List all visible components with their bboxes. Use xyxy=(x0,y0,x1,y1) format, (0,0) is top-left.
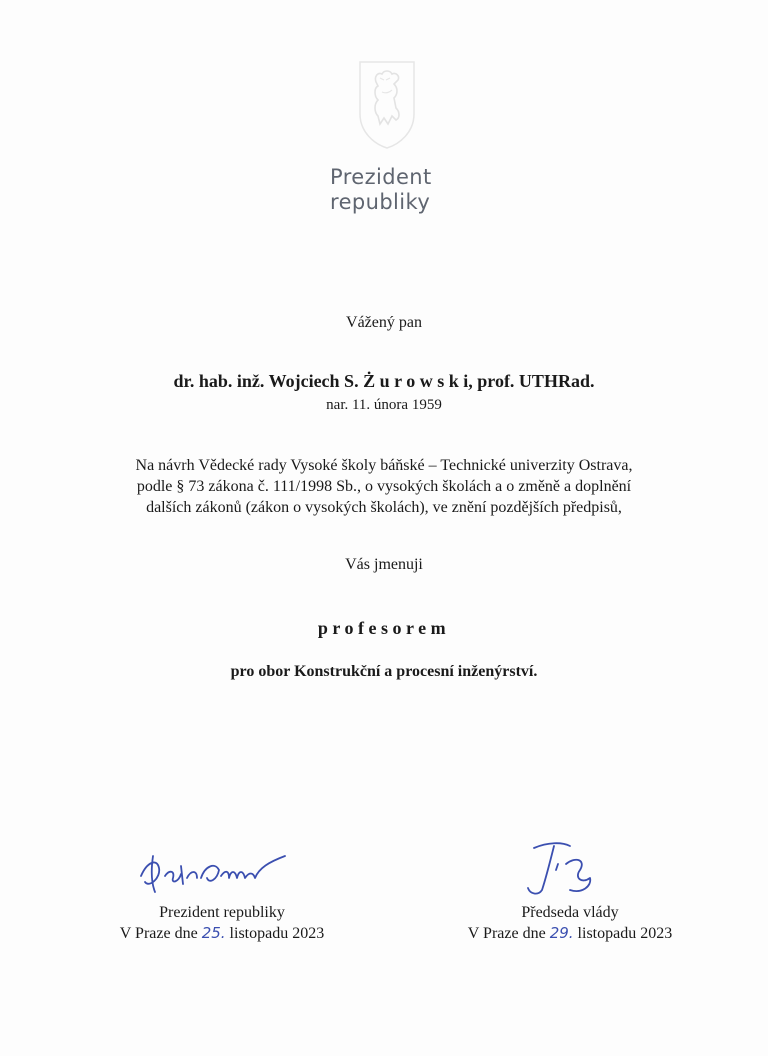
recipient-name: dr. hab. inž. Wojciech S. Ż u r o w s k i, prof. UTHRad. xyxy=(173,371,595,391)
date-prefix: V Praze dne xyxy=(467,925,550,942)
institution-line-1: Prezident xyxy=(330,165,432,189)
president-role: Prezident republiky xyxy=(159,904,285,921)
birth-date: nar. 11. února 1959 xyxy=(326,397,442,413)
field-of-study: pro obor Konstrukční a procesní inženýrství. xyxy=(230,663,538,680)
president-signature-block xyxy=(112,902,332,944)
proposal-line: Na návrh Vědecké rady Vysoké školy báňské – Technické univerzity Ostrava, xyxy=(135,457,633,474)
president-signature xyxy=(135,848,295,896)
handwritten-day: 25. xyxy=(201,924,226,942)
president-date-line xyxy=(112,923,332,944)
proposal-paragraph xyxy=(84,455,684,518)
date-suffix: listopadu 2023 xyxy=(225,925,325,942)
institution-logo-text xyxy=(330,165,432,215)
salutation: Vážený pan xyxy=(346,314,422,331)
institution-line-2: republiky xyxy=(330,190,431,214)
proposal-line: podle § 73 zákona č. 111/1998 Sb., o vysokých školách a o změně a doplnění xyxy=(136,478,632,495)
academic-title: profesorem xyxy=(317,618,451,638)
czech-lion-emblem-icon xyxy=(354,58,420,150)
prime-minister-signature-block xyxy=(460,902,680,944)
date-prefix: V Praze dne xyxy=(119,925,202,942)
prime-minister-role: Předseda vlády xyxy=(521,904,619,921)
proposal-line: dalších zákonů (zákon o vysokých školách), ve znění pozdějších předpisů, xyxy=(146,499,622,516)
appointment-phrase: Vás jmenuji xyxy=(345,556,423,573)
date-suffix: listopadu 2023 xyxy=(573,925,673,942)
prime-minister-date-line xyxy=(460,923,680,944)
handwritten-day: 29. xyxy=(549,924,574,942)
prime-minister-signature xyxy=(520,838,600,900)
